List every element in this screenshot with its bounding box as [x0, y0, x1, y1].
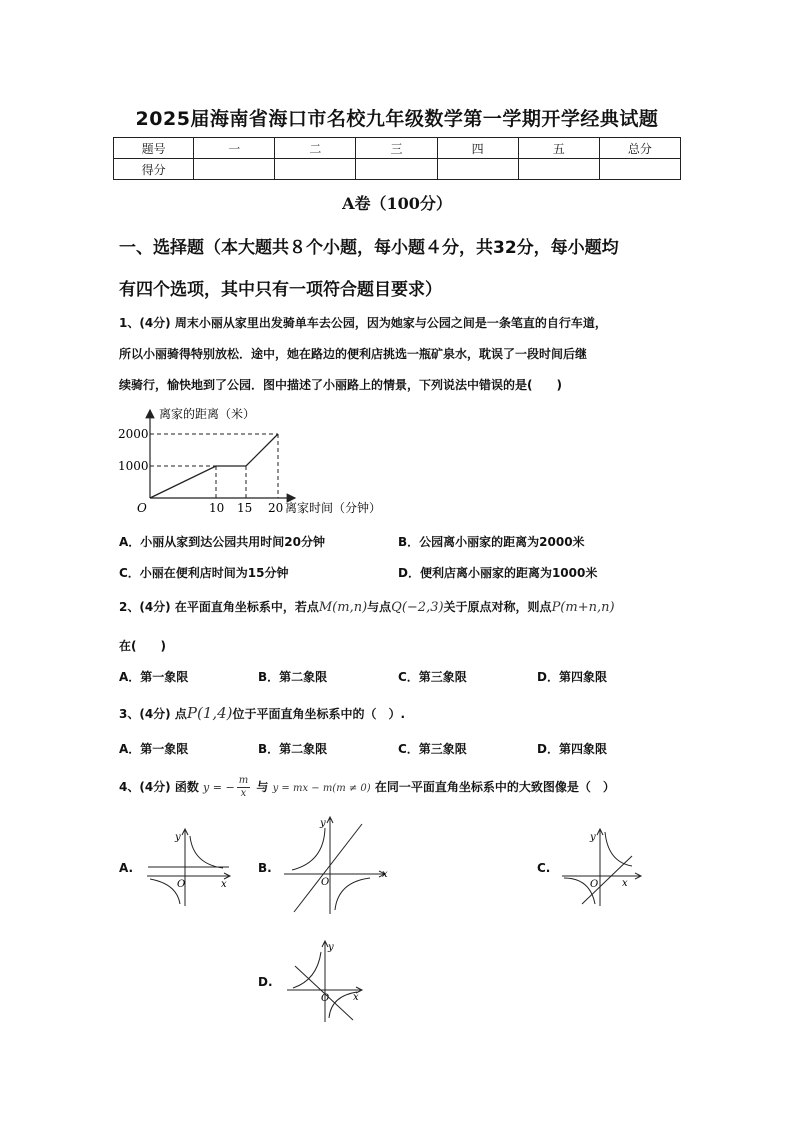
q2-option-b[interactable]: B．第二象限: [258, 670, 328, 684]
fraction-denominator: x: [240, 788, 247, 799]
q4-option-d-label[interactable]: D.: [258, 975, 273, 989]
q3-suffix: 位于平面直角坐标系中的（ ）.: [232, 707, 406, 721]
q2-text-line2: 在( ): [119, 639, 166, 653]
score-input-cell: [356, 159, 437, 180]
q3-text: [119, 704, 405, 722]
q1-option-d[interactable]: D．便利店离小丽家的距离为1000米: [398, 566, 598, 580]
x-label: x: [353, 992, 359, 1003]
q2-option-d[interactable]: D．第四象限: [537, 670, 607, 684]
q4-option-b-label[interactable]: B.: [258, 861, 272, 875]
score-cell: 五: [518, 138, 599, 159]
q4-option-a-graph[interactable]: [145, 826, 233, 908]
score-cell: 四: [437, 138, 518, 159]
q2-point-m: M(m,n): [318, 600, 368, 615]
score-cell: 得分: [114, 159, 194, 180]
q2-mid2: 关于原点对称，则点: [443, 600, 552, 614]
x-tick-15: 15: [237, 501, 253, 515]
q4-func1-lhs: y = −: [203, 781, 235, 794]
q3-option-a[interactable]: A．第一象限: [119, 742, 189, 756]
q1-option-a[interactable]: A．小丽从家到达公园共用时间20分钟: [119, 535, 325, 549]
y-axis-label: 离家的距离（米）: [159, 407, 256, 421]
score-cell: 一: [194, 138, 275, 159]
origin-label: O: [590, 879, 599, 890]
q4-prefix: 4、(4分) 函数: [119, 780, 199, 794]
y-label: y: [175, 832, 181, 843]
y-tick-1000: 1000: [118, 459, 149, 473]
q2-point-p: P(m+n,n): [551, 600, 615, 615]
section-heading-line1: 一、选择题（本大题共８个小题，每小题４分，共32分，每小题均: [119, 238, 619, 258]
q2-option-c[interactable]: C．第三象限: [398, 670, 467, 684]
y-label: y: [320, 818, 326, 829]
x-axis-label: 离家时间（分钟）: [285, 501, 382, 515]
score-table-header-row: [114, 138, 681, 159]
origin-label: O: [177, 879, 186, 890]
origin-label: O: [321, 877, 330, 888]
volume-title: A卷（100分）: [342, 194, 452, 213]
score-table: [113, 137, 681, 180]
score-input-cell: [599, 159, 680, 180]
q1-distance-time-graph: [117, 402, 417, 524]
score-cell: 总分: [599, 138, 680, 159]
page-title: 2025届海南省海口市名校九年级数学第一学期开学经典试题: [135, 108, 659, 130]
q4-func2: y = mx − m(m ≠ 0): [272, 783, 371, 794]
q4-text: [119, 775, 615, 800]
y-label: y: [590, 832, 596, 843]
q2-point-q: Q(−2,3): [391, 600, 444, 615]
score-cell: 题号: [114, 138, 194, 159]
q4-option-c-label[interactable]: C.: [537, 861, 551, 875]
q2-option-a[interactable]: A．第一象限: [119, 670, 189, 684]
score-cell: 二: [275, 138, 356, 159]
y-tick-2000: 2000: [118, 427, 149, 441]
x-label: x: [382, 869, 388, 880]
q3-point: P(1,4): [186, 704, 233, 722]
score-cell: 三: [356, 138, 437, 159]
q3-prefix: 3、(4分) 点: [119, 707, 187, 721]
x-label: x: [622, 878, 628, 889]
q2-mid1: 与点: [367, 600, 392, 614]
x-label: x: [221, 879, 227, 890]
q4-option-d-graph[interactable]: [285, 938, 369, 1024]
q3-option-c[interactable]: C．第三象限: [398, 742, 467, 756]
score-input-cell: [437, 159, 518, 180]
q2-prefix: 2、(4分) 在平面直角坐标系中，若点: [119, 600, 319, 614]
q2-text-line1: [119, 598, 615, 615]
q1-text-line1: 1、(4分) 周末小丽从家里出发骑单车去公园，因为她家与公园之间是一条笔直的自行车道，: [119, 316, 607, 330]
score-input-cell: [518, 159, 599, 180]
y-label: y: [328, 942, 334, 953]
fraction-numerator: m: [238, 775, 249, 786]
x-tick-20: 20: [268, 501, 284, 515]
origin-label: O: [137, 501, 147, 515]
q4-option-a-label[interactable]: A.: [119, 861, 134, 875]
q4-func1-fraction: [237, 775, 250, 800]
q1-option-b[interactable]: B．公园离小丽家的距离为2000米: [398, 535, 585, 549]
section-heading-line2: 有四个选项，其中只有一项符合题目要求）: [119, 280, 442, 300]
q3-option-b[interactable]: B．第二象限: [258, 742, 328, 756]
q1-text-line2: 所以小丽骑得特别放松．途中，她在路边的便利店挑选一瓶矿泉水，耽误了一段时间后继: [119, 347, 588, 361]
q1-option-c[interactable]: C．小丽在便利店时间为15分钟: [119, 566, 289, 580]
q1-text-line3: 续骑行，愉快地到了公园．图中描述了小丽路上的情景，下列说法中错误的是( ): [119, 378, 562, 392]
q4-option-b-graph[interactable]: [280, 814, 392, 916]
x-tick-10: 10: [209, 501, 225, 515]
q4-option-c-graph[interactable]: [560, 826, 644, 908]
origin-label: O: [321, 993, 330, 1004]
q4-suffix: 在同一平面直角坐标系中的大致图像是（ ）: [374, 780, 615, 794]
score-table-score-row: [114, 159, 681, 180]
score-input-cell: [194, 159, 275, 180]
q4-mid: 与: [256, 780, 269, 794]
q3-option-d[interactable]: D．第四象限: [537, 742, 607, 756]
score-input-cell: [275, 159, 356, 180]
